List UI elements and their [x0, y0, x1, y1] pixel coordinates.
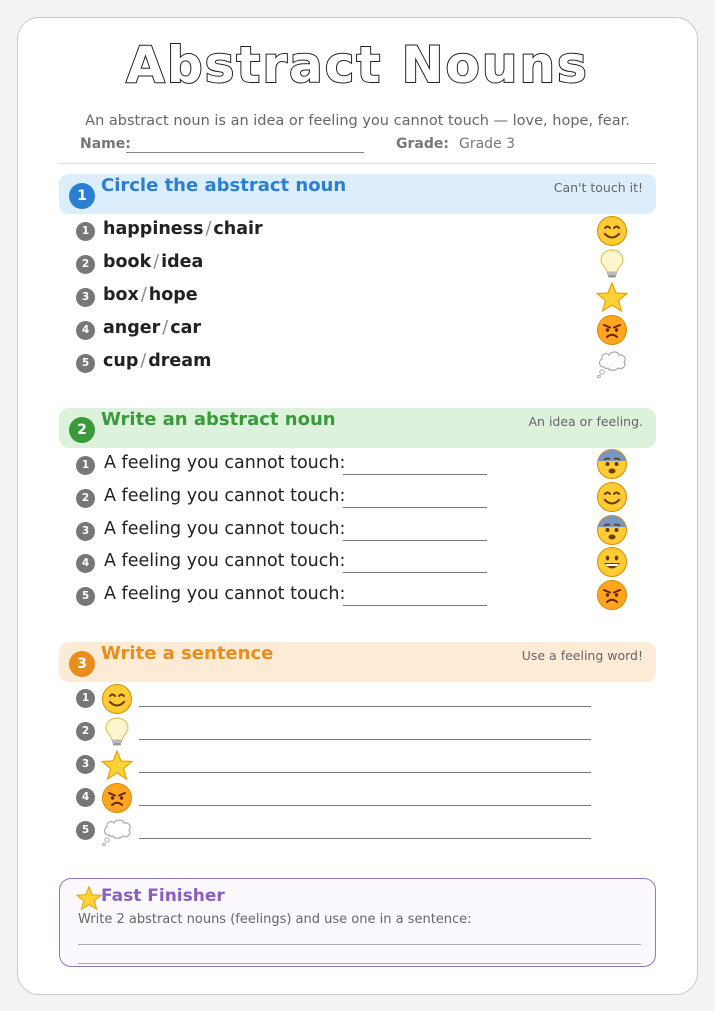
sentence-line[interactable] [139, 838, 591, 839]
angry-face-icon [596, 314, 628, 346]
item-number: 2 [76, 489, 95, 508]
prompt-text: A feeling you cannot touch: [104, 453, 346, 473]
item-number: 3 [76, 288, 95, 307]
word-option[interactable]: happiness [103, 219, 204, 239]
separator: / [153, 252, 160, 272]
angry-face-icon [101, 782, 133, 814]
word-option[interactable]: dream [148, 351, 212, 371]
separator: / [140, 351, 147, 371]
word-option[interactable]: hope [148, 285, 198, 305]
prompt-text: A feeling you cannot touch: [104, 584, 346, 604]
sentence-line[interactable] [139, 739, 591, 740]
fast-finisher-box [59, 878, 656, 967]
word-choice [103, 285, 198, 305]
section-note: Can't touch it! [553, 180, 643, 195]
answer-line[interactable] [78, 963, 641, 964]
word-option[interactable]: idea [161, 252, 204, 272]
word-choice [103, 219, 263, 239]
answer-line[interactable] [343, 507, 487, 508]
sentence-line[interactable] [139, 706, 591, 707]
item-number: 3 [76, 755, 95, 774]
word-option[interactable]: car [170, 318, 202, 338]
grade-label: Grade: [396, 136, 449, 152]
word-choice [103, 318, 201, 338]
answer-line[interactable] [78, 944, 641, 945]
item-number: 5 [76, 821, 95, 840]
word-choice [103, 252, 203, 272]
item-number: 4 [76, 788, 95, 807]
item-number: 4 [76, 321, 95, 340]
definition-text: An abstract noun is an idea or feeling you cannot touch — love, hope, fear. [85, 113, 630, 129]
lightbulb-icon [101, 716, 133, 748]
name-field[interactable] [126, 152, 364, 153]
word-option[interactable]: chair [213, 219, 263, 239]
section-number-badge: 1 [69, 183, 95, 209]
smile-icon [101, 683, 133, 715]
angry-face-icon [596, 579, 628, 611]
separator: / [162, 318, 169, 338]
fearful-face-icon [596, 448, 628, 480]
thought-bubble-icon [101, 815, 133, 847]
answer-line[interactable] [343, 474, 487, 475]
grin-icon [596, 546, 628, 578]
section-2-banner [59, 408, 656, 448]
header-divider [58, 163, 656, 164]
section-title: Write a sentence [101, 643, 274, 664]
fast-finisher-title: Fast Finisher [101, 886, 225, 906]
item-number: 2 [76, 255, 95, 274]
word-choice [103, 351, 211, 371]
section-1-banner [59, 174, 656, 214]
item-number: 3 [76, 522, 95, 541]
word-option[interactable]: box [103, 285, 139, 305]
section-number-badge: 3 [69, 651, 95, 677]
separator: / [140, 285, 147, 305]
item-number: 1 [76, 222, 95, 241]
item-number: 1 [76, 689, 95, 708]
page-title: Abstract Nouns [126, 36, 589, 94]
star-icon [101, 749, 133, 781]
answer-line[interactable] [343, 540, 487, 541]
answer-line[interactable] [343, 605, 487, 606]
section-note: An idea or feeling. [528, 414, 643, 429]
section-3-banner [59, 642, 656, 682]
item-number: 4 [76, 554, 95, 573]
grade-value: Grade 3 [459, 136, 516, 152]
sentence-line[interactable] [139, 772, 591, 773]
fearful-face-icon [596, 514, 628, 546]
thought-bubble-icon [596, 347, 628, 379]
item-number: 5 [76, 587, 95, 606]
section-number-badge: 2 [69, 417, 95, 443]
prompt-text: A feeling you cannot touch: [104, 519, 346, 539]
item-number: 1 [76, 456, 95, 475]
fast-finisher-instructions: Write 2 abstract nouns (feelings) and use one in a sentence: [78, 912, 472, 927]
prompt-text: A feeling you cannot touch: [104, 551, 346, 571]
separator: / [205, 219, 212, 239]
star-icon [596, 281, 628, 313]
name-label: Name: [80, 136, 131, 152]
item-number: 2 [76, 722, 95, 741]
item-number: 5 [76, 354, 95, 373]
answer-line[interactable] [343, 572, 487, 573]
smile-icon [596, 215, 628, 247]
section-title: Circle the abstract noun [101, 175, 347, 196]
prompt-text: A feeling you cannot touch: [104, 486, 346, 506]
section-note: Use a feeling word! [521, 648, 643, 663]
smile-icon [596, 481, 628, 513]
lightbulb-icon [596, 248, 628, 280]
word-option[interactable]: book [103, 252, 152, 272]
star-icon [76, 885, 102, 911]
word-option[interactable]: cup [103, 351, 139, 371]
section-title: Write an abstract noun [101, 409, 336, 430]
sentence-line[interactable] [139, 805, 591, 806]
word-option[interactable]: anger [103, 318, 161, 338]
